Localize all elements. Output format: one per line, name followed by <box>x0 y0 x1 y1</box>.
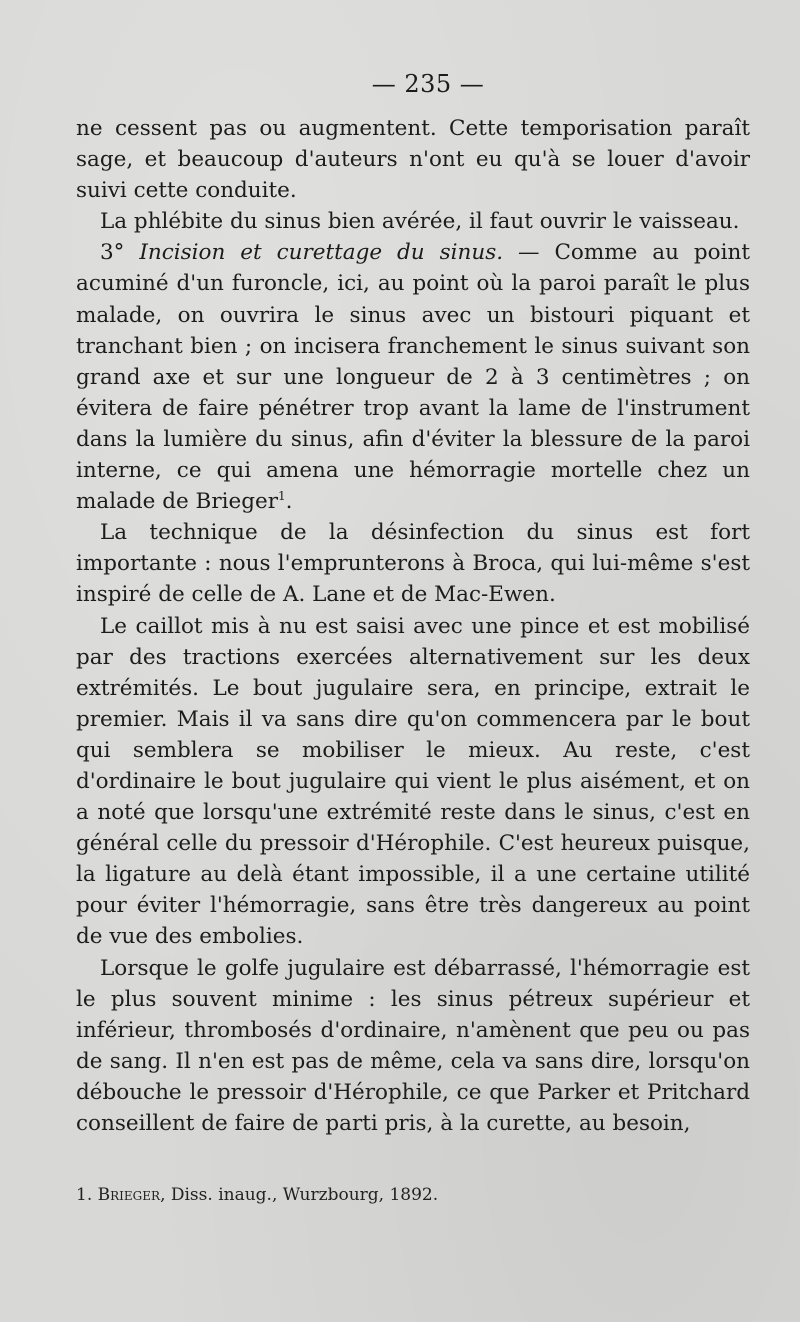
section-number: 3° <box>100 240 125 266</box>
paragraph-6-text: Lorsque le golfe jugulaire est débarrassé, l'hémorragie est le plus souvent minime : les sinus pétreux supérieur et inférieur, thrombosés d'ordinaire, n'amènent que peu ou pas de sang. Il n'en est pas de même, cela va sans dire, lorsqu'on débouche le pressoir d'Hérophile, ce que Parker et Pritchard conseillent de faire de parti pris, à la curette, au besoin, <box>76 955 750 1136</box>
footnote <box>76 1183 438 1207</box>
paragraph-1 <box>76 113 750 206</box>
paragraph-3 <box>76 237 750 517</box>
paragraph-1-text: ne cessent pas ou augmentent. Cette temporisation paraît sage, et beaucoup d'auteurs n'ont eu qu'à se louer d'avoir suivi cette conduite. <box>76 116 750 204</box>
paragraph-4 <box>76 517 750 610</box>
page-number: — 235 — <box>371 70 485 98</box>
footnote-reference: 1 <box>277 488 286 503</box>
body-text <box>76 113 750 1139</box>
paragraph-2-text: La phlébite du sinus bien avérée, il faut ouvrir le vaisseau. <box>100 209 740 235</box>
paragraph-6 <box>76 953 750 1140</box>
footnote-author: Brieger <box>97 1185 161 1205</box>
footnote-number: 1. <box>76 1185 93 1205</box>
section-heading: Incision et curettage du sinus. <box>139 240 504 266</box>
paragraph-2 <box>76 206 750 237</box>
paragraph-3-tail: . <box>285 489 293 515</box>
paragraph-3-text: — Comme au point acuminé d'un furoncle, ici, au point où la paroi paraît le plus malade, on ouvrira le sinus avec un bistouri piquant et tranchant bien ; on incisera franchement le sinus suivant son grand axe et sur une longueur de 2 à 3 centimètres ; on évitera de faire pénétrer trop avant la lame de l'instrument dans la lumière du sinus, afin d'éviter la blessure de la paroi interne, ce qui amena une hémorragie mortelle chez un malade de Brieger <box>76 240 750 515</box>
footnote-text: , Diss. inaug., Wurzbourg, 1892. <box>160 1185 439 1205</box>
paragraph-5 <box>76 611 750 953</box>
paragraph-4-text: La technique de la désinfection du sinus est fort importante : nous l'emprunterons à Broca, qui lui-même s'est inspiré de celle de A. Lane et de Mac-Ewen. <box>76 520 750 608</box>
paragraph-5-text: Le caillot mis à nu est saisi avec une pince et est mobilisé par des tractions exercées alternativement sur les deux extrémités. Le bout jugulaire sera, en principe, extrait le premier. Mais il va sans dire qu'on commencera par le bout qui semblera se mobiliser le mieux. Au reste, c'est d'ordinaire le bout jugulaire qui vient le plus aisément, et on a noté que lorsqu'une extrémité reste dans le sinus, c'est en général celle du pressoir d'Hérophile. C'est heureux puisque, la ligature au delà étant impossible, il a une certaine utilité pour éviter l'hémorragie, sans être très dangereux au point de vue des embolies. <box>76 613 750 950</box>
